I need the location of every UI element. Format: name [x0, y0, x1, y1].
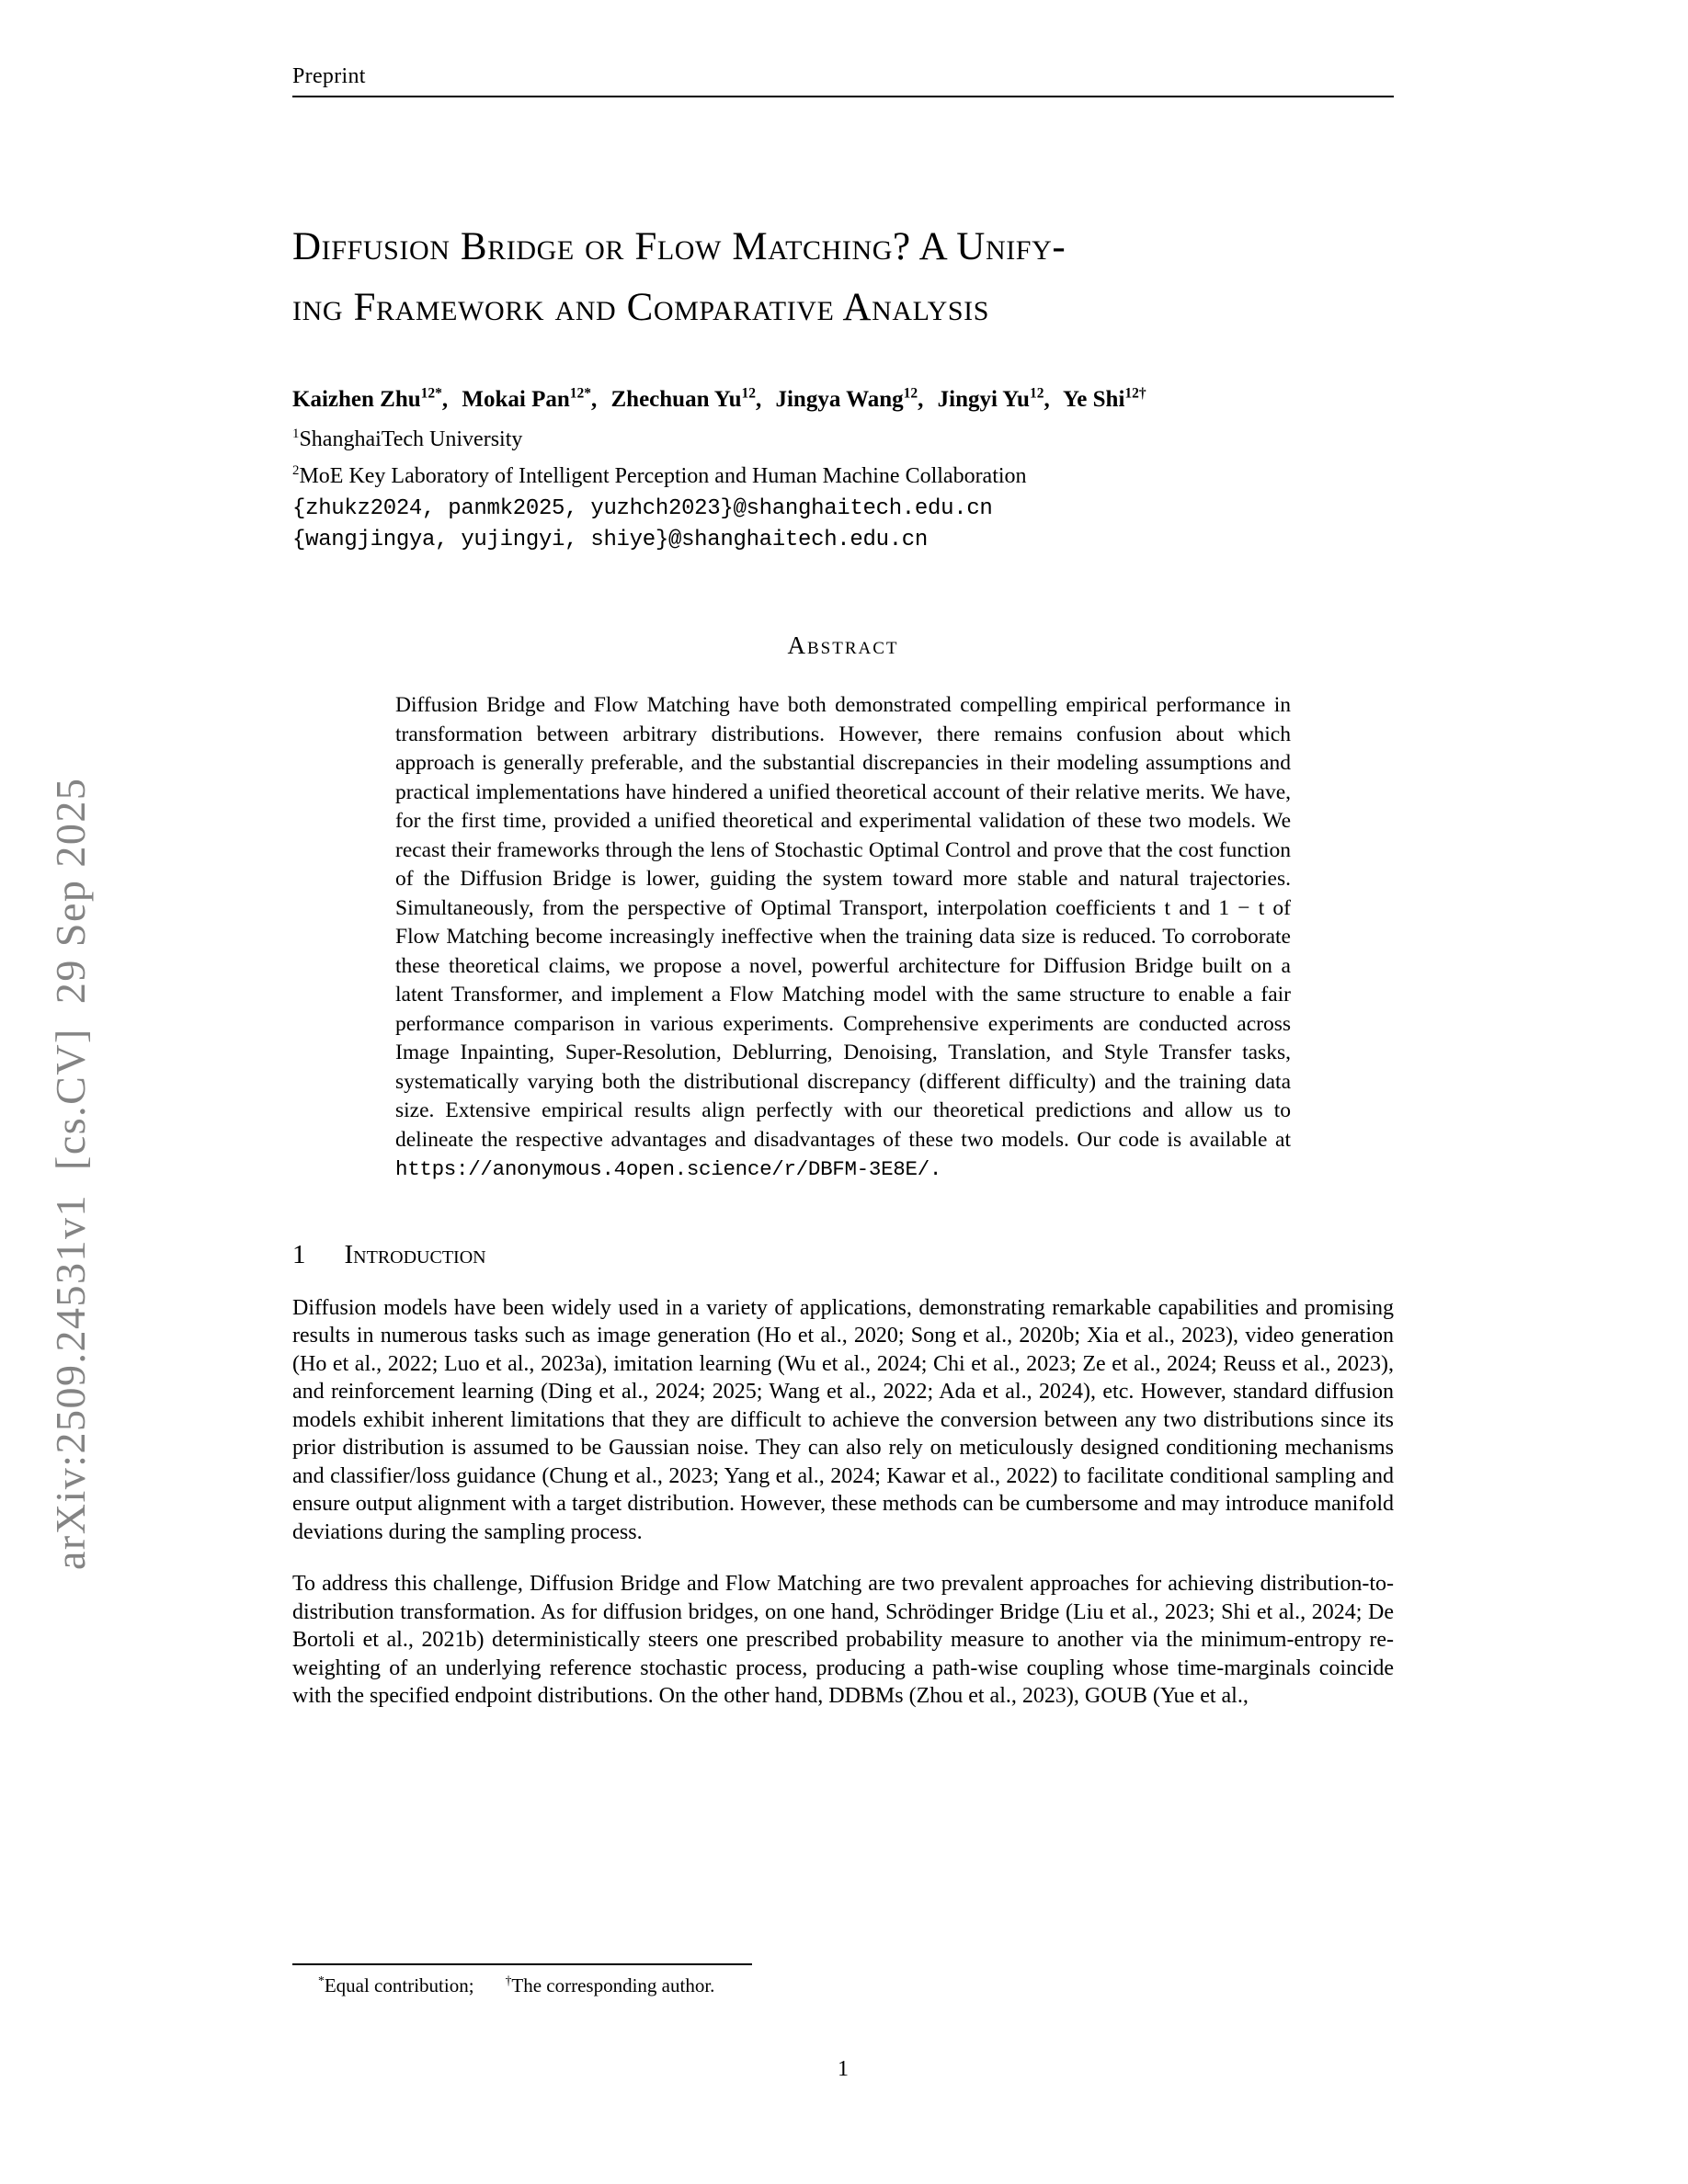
- section-title: Introduction: [344, 1239, 486, 1269]
- affiliations: [292, 418, 1394, 492]
- intro-paragraph-2: To address this challenge, Diffusion Bridge and Flow Matching are two prevalent approaches for achieving distribution-to-distribution transformation. As for diffusion bridges, on one hand, Schrödinger Bridge (Liu et al., 2023; Shi et al., 2024; De Bortoli et al., 2021b) deterministically steers one prescribed probability measure to another via the minimum-entropy re-weighting of an underlying reference stochastic process, producing a path-wise coupling whose time-marginals coincide with the specified endpoint distributions. On the other hand, DDBMs (Zhou et al., 2023), GOUB (Yue et al.,: [292, 1572, 1394, 1709]
- footnote-equal-contribution: [318, 1974, 474, 1996]
- author-separator: ,: [1044, 387, 1050, 413]
- affiliation-sup: 2: [292, 463, 300, 479]
- author-separator: ,: [918, 387, 924, 413]
- footnote-marker-asterisk: *: [318, 1974, 325, 1987]
- section-number: 1: [292, 1239, 306, 1269]
- author-sup: 12: [1029, 386, 1044, 402]
- author-sup: 12*: [420, 386, 442, 402]
- email-line-1: {zhukz2024, panmk2025, yuzhch2023}@shanghaitech.edu.cn: [292, 496, 993, 522]
- author-name: Ye Shi: [1063, 387, 1125, 413]
- title-line-1: Diffusion Bridge or Flow Matching? A Unify-: [292, 225, 1066, 268]
- email-line-2: {wangjingya, yujingyi, shiye}@shanghaitech.edu.cn: [292, 528, 929, 553]
- author-ye-shi: [1063, 387, 1146, 412]
- author-name: Kaizhen Zhu: [292, 387, 421, 413]
- author-line: [292, 386, 1394, 413]
- author-jingya-wang: [775, 387, 931, 412]
- arxiv-watermark: arXiv:2509.24531v1 [cs.CV] 29 Sep 2025: [47, 777, 94, 1570]
- author-kaizhen-zhu: [292, 387, 456, 412]
- section-heading-introduction: [292, 1240, 1394, 1270]
- code-link[interactable]: https://anonymous.4open.science/r/DBFM-3E8E/.: [395, 1157, 942, 1182]
- author-name: Zhechuan Yu: [610, 387, 742, 413]
- abstract-text: Diffusion Bridge and Flow Matching have both demonstrated compelling empirical performance in transformation between arbitrary distributions. However, there remains confusion about which approach is generally preferable, and the substantial discrepancies in their modeling assumptions and practical implementations have hindered a unified theoretical account of their relative merits. We have, for the first time, provided a unified theoretical and experimental validation of these two models. We recast their frameworks through the lens of Stochastic Optimal Control and prove that the cost function of the Diffusion Bridge is lower, guiding the system toward more stable and natural trajectories. Simultaneously, from the perspective of Optimal Transport, interpolation coefficients t and 1 − t of Flow Matching become increasingly ineffective when the training data size is reduced. To corroborate these theoretical claims, we propose a novel, powerful architecture for Diffusion Bridge built on a latent Transformer, and implement a Flow Matching model with the same structure to enable a fair performance comparison in various experiments. Comprehensive experiments are conducted across Image Inpainting, Super-Resolution, Deblurring, Denoising, Translation, and Style Transfer tasks, systematically varying both the distributional discrepancy (different difficulty) and the training data size. Extensive empirical results align perfectly with our theoretical predictions and allow us to delineate the respective advantages and disadvantages of these two models. Our code is available at: [395, 693, 1291, 1152]
- author-zhechuan-yu: [611, 387, 770, 412]
- page-number: 1: [838, 2057, 849, 2081]
- affiliation-text: ShanghaiTech University: [299, 427, 523, 452]
- abstract-heading: Abstract: [787, 631, 899, 660]
- footnote-part-text: The corresponding author.: [511, 1974, 715, 1996]
- author-name: Jingyi Yu: [937, 387, 1030, 413]
- footnote: [292, 1963, 1394, 1997]
- author-name: Jingya Wang: [775, 387, 904, 413]
- author-separator: ,: [591, 387, 598, 413]
- author-separator: ,: [441, 387, 449, 413]
- affiliation-line-1: [292, 418, 1394, 455]
- author-sup: 12†: [1124, 386, 1146, 402]
- affiliation-line-2: [292, 455, 1394, 492]
- footnote-rule: [292, 1963, 752, 1965]
- preprint-label: Preprint: [292, 64, 366, 88]
- author-sup: 12: [903, 386, 918, 402]
- affiliation-text: MoE Key Laboratory of Intelligent Perception and Human Machine Collaboration: [299, 464, 1027, 489]
- header-rule: [292, 96, 1394, 97]
- footnote-marker-dagger: †: [505, 1974, 512, 1987]
- abstract-body: [292, 691, 1394, 1185]
- author-name: Mokai Pan: [462, 387, 570, 413]
- author-sup: 12*: [569, 386, 591, 402]
- email-block: [292, 494, 1394, 556]
- author-separator: ,: [755, 387, 762, 413]
- paper-title: [292, 217, 1394, 338]
- affiliation-sup: 1: [292, 427, 300, 442]
- intro-paragraph-1: Diffusion models have been widely used in a variety of applications, demonstrating remarkable capabilities and promising results in numerous tasks such as image generation (Ho et al., 2020; Song et al., 2020b; Xia et al., 2023), video generation (Ho et al., 2022; Luo et al., 2023a), imitation learning (Wu et al., 2024; Chi et al., 2023; Ze et al., 2024; Reuss et al., 2023), and reinforcement learning (Ding et al., 2024; 2025; Wang et al., 2022; Ada et al., 2024), etc. However, standard diffusion models exhibit inherent limitations that they are difficult to achieve the conversion between any two distributions since its prior distribution is assumed to be Gaussian noise. They can also rely on meticulously designed conditioning mechanisms and classifier/loss guidance (Chung et al., 2023; Yang et al., 2024; Kawar et al., 2022) to facilitate conditional sampling and ensure output alignment with a target distribution. However, these methods can be cumbersome and may introduce manifold deviations during the sampling process.: [292, 1295, 1394, 1544]
- footnote-text: [292, 1974, 1394, 1997]
- page-content: [292, 0, 1394, 1711]
- title-line-2: ing Framework and Comparative Analysis: [292, 286, 989, 329]
- author-mokai-pan: [462, 387, 605, 412]
- author-sup: 12: [741, 386, 756, 402]
- footnote-part-text: Equal contribution;: [324, 1974, 474, 1996]
- footnote-corresponding-author: [506, 1974, 715, 1996]
- author-jingyi-yu: [938, 387, 1058, 412]
